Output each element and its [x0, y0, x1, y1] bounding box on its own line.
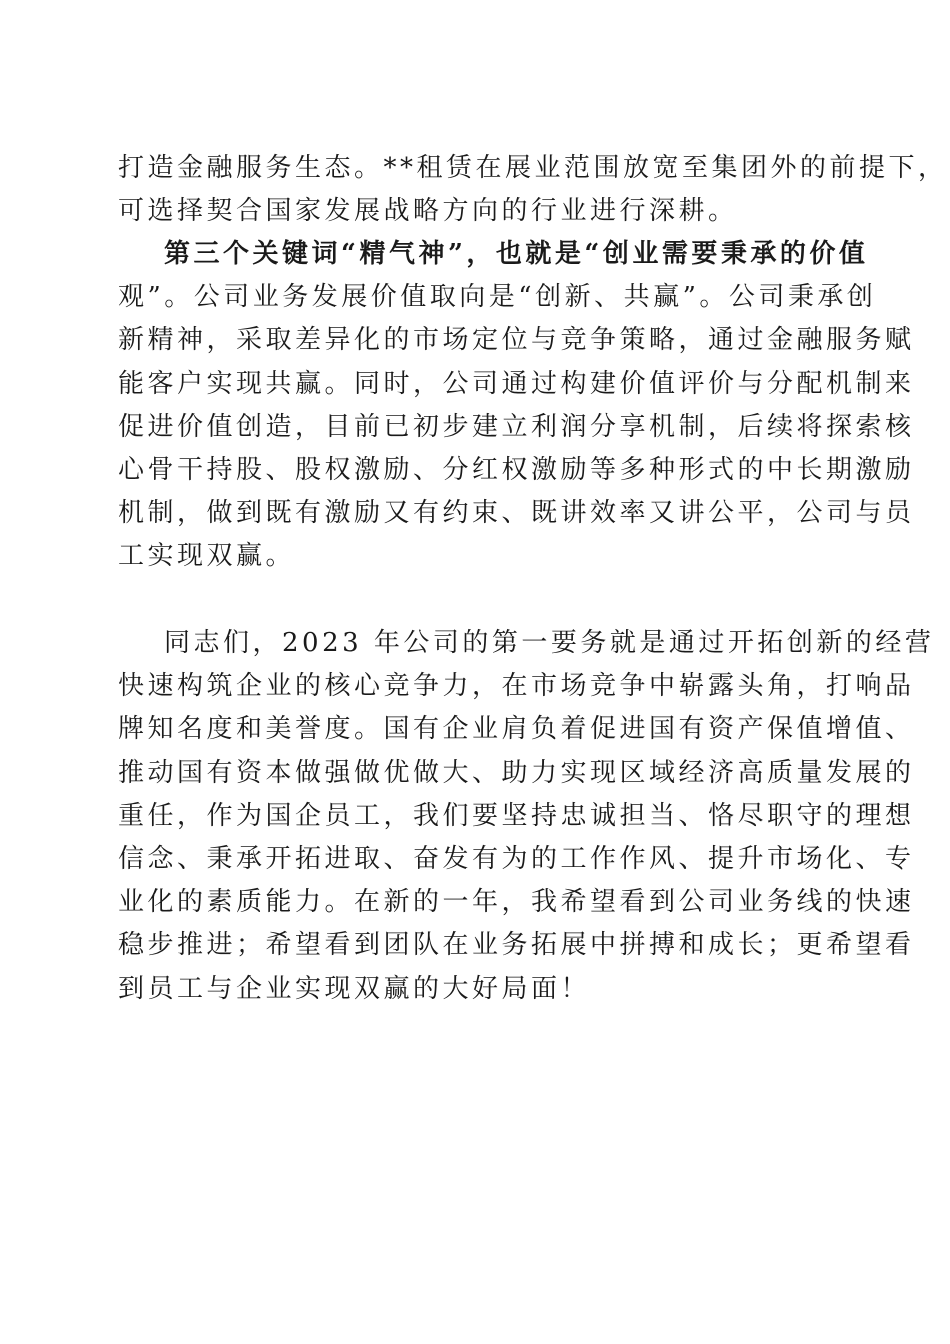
text-line: 心骨干持股、股权激励、分红权激励等多种形式的中长期激励: [118, 455, 915, 486]
text-line: 打造金融服务生态。**租赁在展业范围放宽至集团外的前提下，: [118, 153, 948, 183]
text-line: 工实现双赢。: [118, 541, 296, 572]
text-line: 新精神，采取差异化的市场定位与竞争策略，通过金融服务赋: [118, 325, 915, 356]
text-line: 到员工与企业实现双赢的大好局面！: [118, 973, 591, 1004]
text-line: 业化的素质能力。在新的一年，我希望看到公司业务线的快速: [118, 887, 915, 918]
keyword-heading: 第三个关键词“精气神”，也就是“创业需要秉承的价值: [164, 239, 869, 269]
text-line: 能客户实现共赢。同时，公司通过构建价值评价与分配机制来: [118, 368, 915, 399]
text-line: 机制，做到既有激励又有约束、既讲效率又讲公平，公司与员: [118, 498, 915, 529]
text-line: 稳步推进；希望看到团队在业务拓展中拼搏和成长；更希望看: [118, 930, 915, 961]
text-line: 观”。公司业务发展价值取向是“创新、共赢”。公司秉承创: [118, 282, 877, 313]
text-line: 可选择契合国家发展战略方向的行业进行深耕。: [118, 196, 738, 227]
paragraph-lead-line: [118, 233, 869, 276]
text-line: 牌知名度和美誉度。国有企业肩负着促进国有资产保值增值、: [118, 714, 915, 745]
text-line: 促进价值创造，目前已初步建立利润分享机制，后续将探索核: [118, 411, 915, 442]
text-line: 重任，作为国企员工，我们要坚持忠诚担当、恪尽职守的理想: [118, 800, 915, 831]
paragraph-closing: [118, 622, 935, 1011]
text-line: 快速构筑企业的核心竞争力，在市场竞争中崭露头角，打响品: [118, 671, 915, 702]
paragraph-keyword-spirit: [118, 233, 915, 579]
text-line: 信念、秉承开拓进取、奋发有为的工作作风、提升市场化、专: [118, 844, 915, 875]
text-line: 推动国有资本做强做优做大、助力实现区域经济高质量发展的: [118, 757, 915, 788]
paragraph-lead-line: 同志们，2023 年公司的第一要务就是通过开拓创新的经营: [164, 628, 935, 658]
paragraph-continuation: [118, 147, 948, 233]
